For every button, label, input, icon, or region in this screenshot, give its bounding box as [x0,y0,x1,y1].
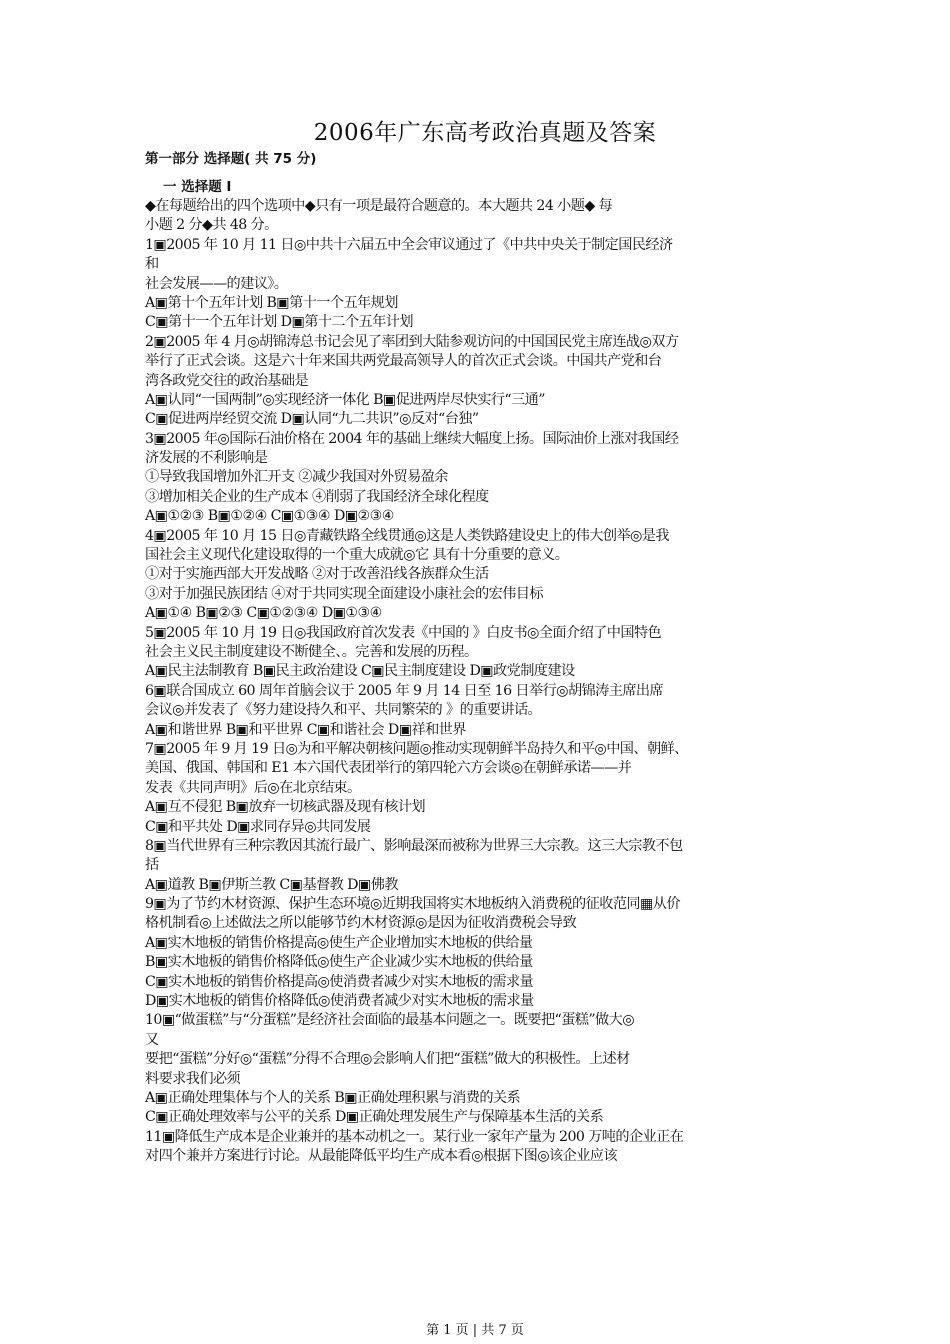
text-line: A▣道教 B▣伊斯兰教 C▣基督教 D▣佛教 [145,876,398,893]
text-line: ①导致我国增加外汇开支 ②减少我国对外贸易盈余 [145,469,448,486]
text-line: 4▣2005 年 10 月 15 日◎青藏铁路全线贯通◎这是人类铁路建设史上的伟大创举◎是我 [145,527,669,544]
text-line: C▣实木地板的销售价格提高◎使消费者减少对实木地板的需求量 [145,973,534,990]
text-line: 社会主义民主制度建设不断健全、。完善和发展的历程。 [145,643,478,660]
text-line: 要把“蛋糕”分好◎“蛋糕”分得不合理◎会影响人们把“蛋糕”做大的积极性。上述材 [145,1051,630,1068]
text-line: A▣认同“一国两制”◎实现经济一体化 B▣促进两岸尽快实行“三通” [145,391,545,408]
document-body [145,197,815,1167]
subsection-heading: 一 选择题 I [163,179,232,195]
text-line: D▣实木地板的销售价格降低◎使消费者减少对实木地板的需求量 [145,993,534,1010]
text-line: C▣促进两岸经贸交流 D▣认同“九二共识”◎反对“台独” [145,411,479,428]
text-line: C▣正确处理效率与公平的关系 D▣正确处理发展生产与保障基本生活的关系 [145,1109,604,1126]
text-line: ③增加相关企业的生产成本 ④削弱了我国经济全球化程度 [145,488,489,505]
text-line: 格机制看◎上述做法之所以能够节约木材资源◎是因为征收消费税会导致 [145,915,577,932]
page-footer: 第 1 页 | 共 7 页 [426,1323,524,1338]
text-line: 9▣为了节约木材资源、保护生态环境◎近期我国将实木地板纳入消费税的征收范同▦从价 [145,896,680,913]
text-line: 5▣2005 年 10 月 19 日◎我国政府首次发表《中国的 》白皮书◎全面介绍了中国特色 [145,624,662,641]
text-line: 10▣“做蛋糕”与“分蛋糕”是经济社会面临的最基本问题之一。既要把“蛋糕”做大◎ [145,1012,634,1029]
text-line: 又 [145,1031,159,1048]
text-line: A▣民主法制教育 B▣民主政治建设 C▣民主制度建设 D▣政党制度建设 [145,663,575,680]
text-line: 美国、俄国、韩国和 E1 本六国代表团举行的第四轮六方会谈◎在朝鲜承诺——并 [145,760,632,777]
text-line: 1▣2005 年 10 月 11 日◎中共十六届五中全会审议通过了《中共中央关于制定国民经济 [145,236,673,253]
text-line: 湾各政党交往的政治基础是 [145,372,309,389]
text-line: 8▣当代世界有三种宗教因其流行最广、影响最深而被称为世界三大宗教。这三大宗教不包 [145,837,683,854]
text-line: A▣第十个五年计划 B▣第十一个五年规划 [145,294,398,311]
text-line: ③对于加强民族团结 ④对于共同实现全面建设小康社会的宏伟目标 [145,585,543,602]
text-line: ①对于实施西部大开发战略 ②对于改善沿线各族群众生活 [145,566,489,583]
text-line: 国社会主义现代化建设取得的一个重大成就◎它 具有十分重要的意义。 [145,547,569,564]
text-line: 2▣2005 年 4 月◎胡锦涛总书记会见了率团到大陆参观访问的中国国民党主席连战◎双方 [145,333,679,350]
text-line: B▣实木地板的销售价格降低◎使生产企业减少实木地板的供给量 [145,954,533,971]
text-line: A▣互不侵犯 B▣放弃一切核武器及现有核计划 [145,799,425,816]
document-page [145,118,815,1167]
text-line: C▣和平共处 D▣求同存异◎共同发展 [145,818,371,835]
text-line: 济发展的不利影响是 [145,450,268,467]
text-line: ◆在每题给出的四个选项中◆只有一项是最符合题意的。本大题共 24 小题◆ 每 [145,198,613,214]
text-line: 和 [145,256,159,273]
text-line: 社会发展——的建议》。 [145,275,288,292]
text-line: C▣第十一个五年计划 D▣第十二个五年计划 [145,314,413,331]
text-line: 料要求我们必须 [145,1070,241,1087]
text-line: 发表《共同声明》后◎在北京结束。 [145,779,361,796]
text-line: 小题 2 分◆共 48 分。 [145,217,278,234]
text-line: 括 [145,857,159,874]
text-line: 6▣联合国成立 60 周年首脑会议于 2005 年 9 月 14 日至 16 日举行◎胡锦涛主席出席 [145,682,664,699]
text-line: 3▣2005 年◎国际石油价格在 2004 年的基础上继续大幅度上扬。国际油价上涨对我国经 [145,430,679,447]
section-heading: 第一部分 选择题( 共 75 分) [145,151,317,167]
text-line: 11▣降低生产成本是企业兼并的基本动机之一。某行业一家年产量为 200 万吨的企业正在 [145,1128,684,1145]
text-line: A▣和谐世界 B▣和平世界 C▣和谐社会 D▣祥和世界 [145,721,466,738]
text-line: A▣①②③ B▣①②④ C▣①③④ D▣②③④ [145,508,394,525]
text-line: A▣正确处理集体与个人的关系 B▣正确处理积累与消费的关系 [145,1089,521,1106]
text-line: A▣①④ B▣②③ C▣①②③④ D▣①③④ [145,605,382,622]
text-line: 会议◎并发表了《努力建设持久和平、共同繁荣的 》的重要讲话。 [145,702,542,719]
text-line: 举行了正式会谈。这是六十年来国共两党最高领导人的首次正式会谈。中国共产党和台 [145,353,662,370]
document-title: 2006年广东高考政治真题及答案 [313,120,657,146]
text-line: 对四个兼并方案进行讨论。从最能降低平均生产成本看◎根据下图◎该企业应该 [145,1148,617,1165]
text-line: 7▣2005 年 9 月 19 日◎为和平解决朝核问题◎推动实现朝鲜半岛持久和平◎中国、朝鲜、 [145,740,688,757]
text-line: A▣实木地板的销售价格提高◎使生产企业增加实木地板的供给量 [145,934,533,951]
